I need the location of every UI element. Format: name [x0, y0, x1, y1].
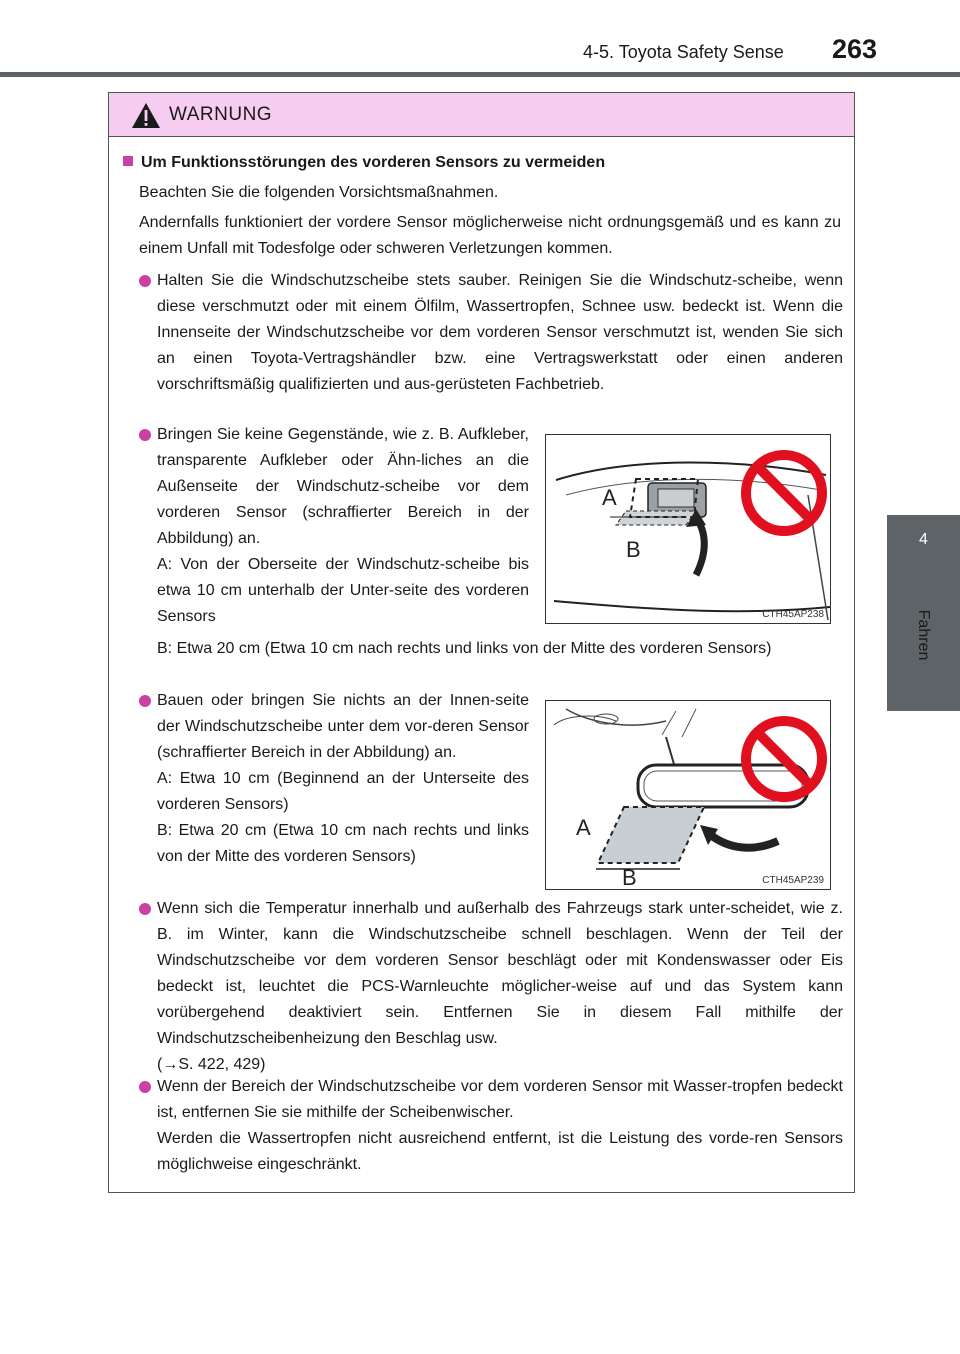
bullet-text: Bringen Sie keine Gegenstände, wie z. B. Aufkleber, transparente Aufkleber oder Ähn-liches an die Außenseite der Windschutz-scheibe vor dem vorderen Sensor (schraffierter Bereich in der Abbildung) an. [157, 426, 529, 547]
figure-windshield-outside [545, 434, 831, 624]
figure-windshield-inside [545, 700, 831, 890]
windshield-sensor-illustration [546, 435, 831, 624]
warning-box [108, 92, 855, 1193]
warning-triangle-icon [131, 102, 161, 129]
figure-code: CTH45AP239 [762, 875, 824, 886]
label-a: A [602, 485, 617, 510]
bullet-text: Bauen oder bringen Sie nichts an der Innen-seite der Windschutzscheibe unter dem vor-deren Sensor (schraffierter Bereich in der Abbildung) an. [157, 692, 529, 761]
bullet-item [139, 268, 843, 398]
round-bullet-icon [139, 429, 151, 441]
bullet-item [139, 688, 529, 870]
note-b: B: Etwa 20 cm (Etwa 10 cm nach rechts und links von der Mitte des vorderen Sensors) [157, 822, 529, 865]
bullet-item [139, 896, 843, 1078]
bullet-item [139, 1074, 843, 1178]
note-a: A: Von der Oberseite der Windschutz-scheibe bis etwa 10 cm unterhalb der Unter-seite des vorderen Sensors [157, 556, 529, 625]
chapter-title: Fahren [915, 609, 932, 661]
label-a: A [576, 815, 591, 840]
header-rule [0, 72, 960, 77]
round-bullet-icon [139, 903, 151, 915]
round-bullet-icon [139, 275, 151, 287]
note-b: B: Etwa 20 cm (Etwa 10 cm nach rechts und links von der Mitte des vorderen Sensors) [157, 640, 772, 657]
chapter-number: 4 [919, 531, 928, 548]
intro-paragraph: Beachten Sie die folgenden Vorsichtsmaßnahmen. [139, 184, 499, 201]
section-title: 4-5. Toyota Safety Sense [583, 42, 784, 62]
warning-title: WARNUNG [169, 104, 273, 125]
note-a: A: Etwa 10 cm (Beginnend an der Unterseite des vorderen Sensors) [157, 770, 529, 813]
warning-heading: Um Funktionsstörungen des vorderen Sensors zu vermeiden [123, 154, 605, 172]
bullet-text: Wenn der Bereich der Windschutzscheibe vor dem vorderen Sensor mit Wasser-tropfen bedeckt ist, entfernen Sie sie mithilfe der Scheibenwischer. [157, 1078, 843, 1121]
bullet-item [139, 422, 529, 630]
square-bullet-icon [123, 156, 133, 166]
chapter-label [908, 600, 938, 670]
figure-code: CTH45AP238 [762, 609, 824, 620]
round-bullet-icon [139, 695, 151, 707]
page-reference: (→S. 422, 429) [157, 1056, 266, 1073]
bullet-text: Halten Sie die Windschutzscheibe stets sauber. Reinigen Sie die Windschutz-scheibe, wenn diese verschmutzt oder mit einem Ölfilm, Wassertropfen, Schnee usw. bedeckt ist. Wenn die Innenseite der Windschutzscheibe vor dem vorderen Sensor verschmutzt ist, wenden Sie sich an einen Toyota-Vertragshändler bzw. eine Vertragswerkstatt oder einen anderen vorschriftsmäßig qualifizierten und aus-gerüsteten Fachbetrieb. [157, 272, 843, 393]
label-b: B [622, 865, 637, 890]
round-bullet-icon [139, 1081, 151, 1093]
page-number: 263 [832, 34, 878, 64]
warning-header [109, 93, 854, 137]
mirror-sensor-illustration [546, 701, 831, 890]
bullet-text: Werden die Wassertropfen nicht ausreichend entfernt, ist die Leistung des vorde-ren Sensors möglichweise eingeschränkt. [157, 1130, 843, 1173]
bullet-text: Wenn sich die Temperatur innerhalb und außerhalb des Fahrzeugs stark unter-scheidet, wie z. B. im Winter, kann die Windschutzscheibe schnell beschlagen. Wenn der Teil der Windschutzscheibe vor dem vorderen Sensor beschlägt oder mit Kondenswasser oder Eis bedeckt ist, leuchtet die PCS-Warnleuchte möglicher-weise auf und das System kann vorübergehend deaktiviert sein. Entfernen Sie in diesem Fall mithilfe der Windschutzscheibenheizung den Beschlag usw. [157, 900, 843, 1047]
intro-paragraph: Andernfalls funktioniert der vordere Sensor möglicherweise nicht ordnungsgemäß und es kann zu einem Unfall mit Todesfolge oder schweren Verletzungen kommen. [139, 214, 841, 257]
label-b: B [626, 537, 641, 562]
